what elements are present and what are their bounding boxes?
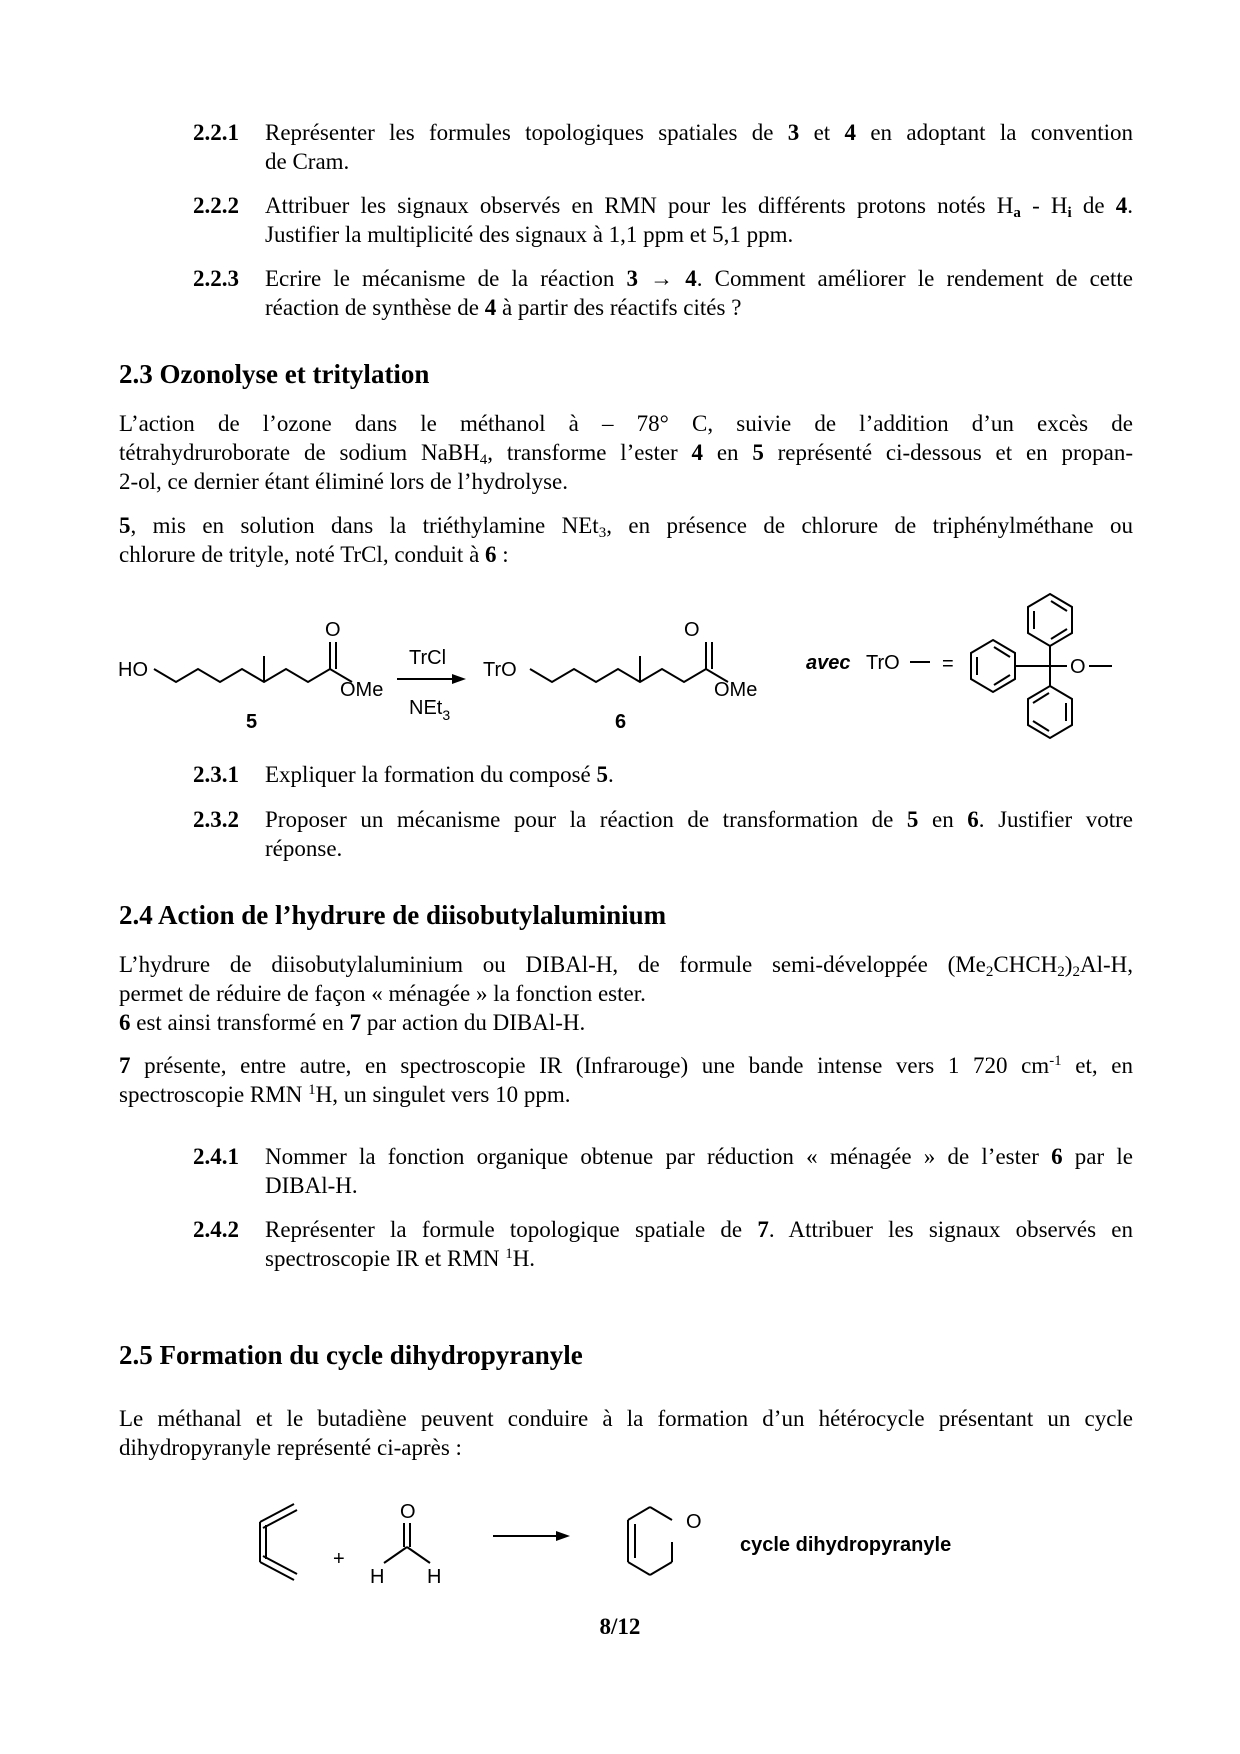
trityl-o-label: O [1070,656,1086,678]
ring-caption: cycle dihydropyranyle [740,1534,952,1556]
reaction-scheme-tritylation [0,590,1240,760]
question-text: Attribuer les signaux observés en RMN pour les différents protons notés $H_a - H_i$ de 4. Justifier la multiplicité des signaux à 1,1 ppm et 5,1 ppm. [265,193,1133,247]
hydrogen-label-left: H [370,1566,385,1588]
paragraph-spectroscopy: 7 présente, entre autre, en spectroscopie IR (Infrarouge) une bande intense vers 1 720 $cm^{-1}$ et, en spectroscopie RMN $^1$H, un singulet vers 10 ppm. [119,1053,1133,1107]
ring-oxygen-label: O [686,1511,702,1533]
methanal-o-label: O [400,1501,416,1523]
question-number: 2.4.2 [193,1217,239,1242]
paragraph-dibal: L’hydrure de diisobutylaluminium ou DIBAl-H, de formule semi-développée $(Me_2CHCH_2)_2Al-H$, permet de réduire de façon « ménagée » la fonction ester. 6 est ainsi transformé en 7 par action du DIBAl-H. [119,952,1133,1035]
question-text: Nommer la fonction organique obtenue par réduction « ménagée » de l’ester 6 par le DIBAl-H. [265,1144,1133,1198]
question-number: 2.2.1 [193,120,239,145]
reagent-net3: NEt$_3$ [409,697,451,723]
reaction-arrow [397,674,466,684]
dihydropyran-ring [628,1507,672,1575]
paragraph-dihydropyranyle: Le méthanal et le butadiène peuvent conduire à la formation d’un hétérocycle présentant un cycle dihydropyranyle représenté ci-après : [119,1406,1133,1460]
paragraph-ozonolysis: L’action de l’ozone dans le méthanol à – 78° C, suivie de l’addition d’un excès de tétrahydruroborate de sodium NaBH$_4$, transforme l’ester 4 en 5 représenté ci-dessous et en propan- 2-ol, ce dernier étant éliminé lors de l’hydrolyse. [119,411,1133,494]
question-number: 2.3.1 [193,762,239,787]
compound-6-number: 6 [615,711,627,733]
trityl-group-drawing [971,594,1112,738]
compound-5-number: 5 [246,711,258,733]
section-heading-2-3: 2.3 Ozonolyse et tritylation [119,359,430,389]
avec-label: avec [806,652,851,674]
methanal-drawing [384,1523,430,1563]
reaction-scheme-dihydropyranyle [0,1490,1240,1600]
ome-label-6: OMe [714,679,758,701]
question-text: Représenter la formule topologique spatiale de 7. Attribuer les signaux observés en spectroscopie IR et RMN $^1$H. [265,1217,1133,1271]
question-number: 2.2.3 [193,266,239,291]
reagent-trcl: TrCl [409,647,447,669]
ho-label: HO [118,659,148,681]
hydrogen-label-right: H [427,1566,442,1588]
question-number: 2.4.1 [193,1144,239,1169]
question-text: Représenter les formules topologiques spatiales de 3 et 4 en adoptant la convention de Cram. [265,120,1133,174]
tro-label: TrO [483,659,517,681]
question-text: Ecrire le mécanisme de la réaction 3 → 4. Comment améliorer le rendement de cette réaction de synthèse de 4 à partir des réactifs cités ? [265,266,1133,320]
tro-definition-label: TrO [866,652,900,674]
plus-sign: + [333,1548,345,1570]
question-text: Expliquer la formation du composé 5. [265,762,614,787]
question-number: 2.2.2 [193,193,239,218]
section-heading-2-5: 2.5 Formation du cycle dihydropyranyle [119,1340,583,1370]
butadiene-drawing [260,1504,297,1580]
reaction-arrow-2 [493,1531,570,1541]
question-number: 2.3.2 [193,807,239,832]
page-number: 8/12 [599,1614,641,1639]
question-text: Proposer un mécanisme pour la réaction de transformation de 5 en 6. Justifier votre réponse. [265,807,1133,861]
compound-5-skeleton [154,642,352,682]
paragraph-tritylation: 5, mis en solution dans la triéthylamine NEt$_3$, en présence de chlorure de triphénylméthane ou chlorure de trityle, noté TrCl, conduit à 6 : [119,513,1134,567]
section-heading-2-4: 2.4 Action de l’hydrure de diisobutylaluminium [119,900,667,930]
carbonyl-o-label: O [325,619,341,641]
carbonyl-o-label-6: O [684,619,700,641]
equals-sign: = [942,653,954,675]
compound-6-skeleton [530,642,728,682]
ome-label: OMe [340,679,384,701]
